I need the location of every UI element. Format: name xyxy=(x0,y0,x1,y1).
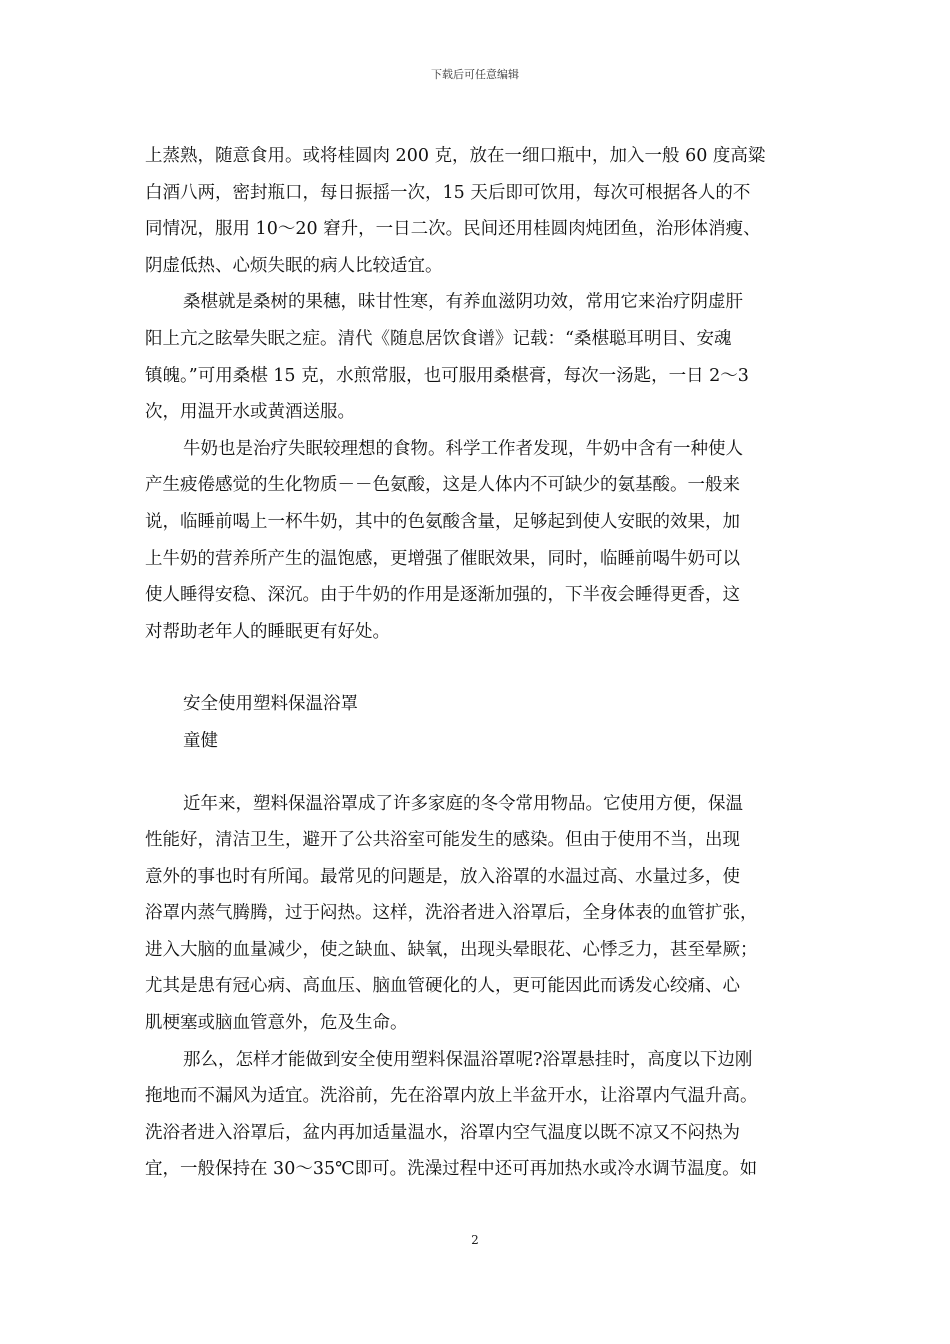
document-body xyxy=(145,138,810,1188)
text-line: 进入大脑的血量减少，使之缺血、缺氧，出现头晕眼花、心悸乏力，甚至晕厥； xyxy=(145,939,758,960)
text-line: 近年来，塑料保温浴罩成了许多家庭的冬令常用物品。它使用方便，保温 xyxy=(183,793,743,814)
text-line: 镇魄。”可用桑椹 15 克，水煎常服，也可服用桑椹膏，每次一汤匙，一日 2～3 xyxy=(145,365,749,386)
text-line: 产生疲倦感觉的生化物质－－色氨酸，这是人体内不可缺少的氨基酸。一般来 xyxy=(145,475,740,496)
text-line: 宜，一般保持在 30～35℃即可。洗澡过程中还可再加热水或冷水调节温度。如 xyxy=(145,1159,758,1180)
text-line: 洗浴者进入浴罩后，盆内再加适量温水，浴罩内空气温度以既不凉又不闷热为 xyxy=(145,1122,740,1143)
text-line: 性能好，清洁卫生，避开了公共浴室可能发生的感染。但由于使用不当，出现 xyxy=(145,830,740,851)
paragraph xyxy=(145,284,810,430)
spacer xyxy=(145,650,810,686)
text-line: 肌梗塞或脑血管意外，危及生命。 xyxy=(145,1013,408,1034)
text-line: 阳上亢之眩晕失眠之症。清代《随息居饮食谱》记载：“桑椹聪耳明目、安魂 xyxy=(145,328,732,349)
text-line: 次，用温开水或黄酒送服。 xyxy=(145,402,355,423)
text-line: 桑椹就是桑树的果穗，昧甘性寒，有养血滋阴功效，常用它来治疗阴虚肝 xyxy=(183,292,743,313)
text-line: 对帮助老年人的睡眠更有好处。 xyxy=(145,621,390,642)
text-line: 白酒八两，密封瓶口，每日振摇一次，15 天后即可饮用，每次可根据各人的不 xyxy=(145,182,751,203)
text-line: 浴罩内蒸气腾腾，过于闷热。这样，洗浴者进入浴罩后，全身体表的血管扩张， xyxy=(145,903,758,924)
paragraph xyxy=(145,431,810,651)
article-title: 安全使用塑料保温浴罩 xyxy=(183,694,358,715)
text-line: 说，临睡前喝上一杯牛奶，其中的色氨酸含量，足够起到使人安眠的效果，加 xyxy=(145,511,740,532)
text-line: 拖地而不漏风为适宜。洗浴前，先在浴罩内放上半盆开水，让浴罩内气温升高。 xyxy=(145,1086,758,1107)
text-line: 同情况，服用 10～20 窘升，一日二次。民间还用桂圆肉炖团鱼，治形体消瘦、 xyxy=(145,219,761,240)
spacer xyxy=(145,760,810,786)
page-number: 2 xyxy=(471,1233,479,1247)
article-author: 童健 xyxy=(183,730,218,751)
paragraph xyxy=(145,1042,810,1188)
text-line: 上牛奶的营养所产生的温饱感，更增强了催眠效果，同时，临睡前喝牛奶可以 xyxy=(145,548,740,569)
text-line: 意外的事也时有所闻。最常见的问题是，放入浴罩的水温过高、水量过多，使 xyxy=(145,866,740,887)
text-line: 阴虚低热、心烦失眠的病人比较适宜。 xyxy=(145,255,443,276)
paragraph xyxy=(145,786,810,1042)
page-header: 下载后可任意编辑 xyxy=(431,68,519,81)
text-line: 牛奶也是治疗失眠较理想的食物。科学工作者发现，牛奶中含有一种使人 xyxy=(183,438,743,459)
text-line: 那么，怎样才能做到安全使用塑料保温浴罩呢?浴罩悬挂时，高度以下边刚 xyxy=(183,1049,753,1070)
text-line: 上蒸熟，随意食用。或将桂圆肉 200 克，放在一细口瓶中，加入一般 60 度高粱 xyxy=(145,146,766,166)
text-line: 尤其是患有冠心病、高血压、脑血管硬化的人，更可能因此而诱发心绞痛、心 xyxy=(145,976,740,997)
paragraph xyxy=(145,138,810,284)
text-line: 使人睡得安稳、深沉。由于牛奶的作用是逐渐加强的，下半夜会睡得更香，这 xyxy=(145,585,740,606)
